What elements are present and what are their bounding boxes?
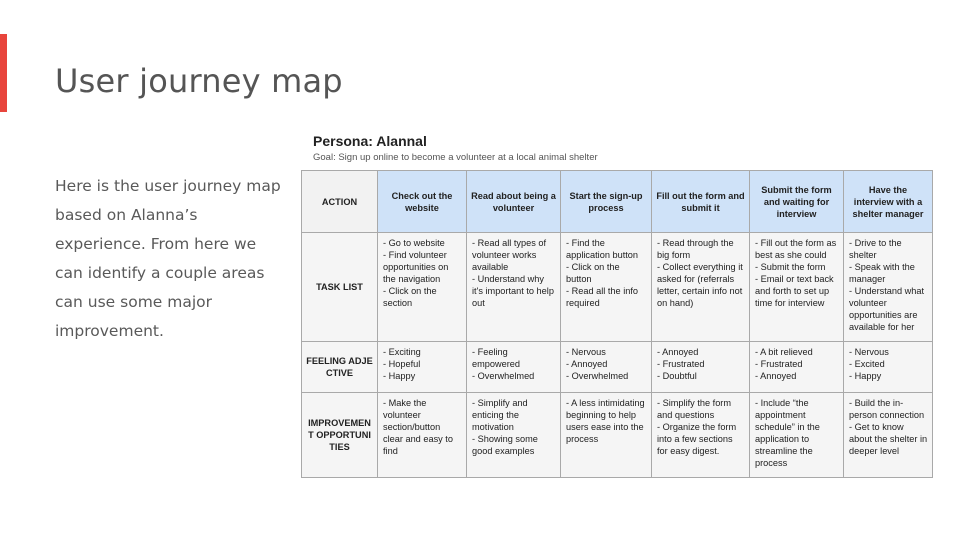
persona-title: Persona: Alannal	[313, 133, 427, 149]
table-cell: - Nervous - Excited - Happy	[844, 342, 933, 393]
table-cell: - Feeling empowered - Overwhelmed	[467, 342, 561, 393]
accent-bar	[0, 34, 7, 112]
column-header: Have the interview with a shelter manager	[844, 171, 933, 233]
table-cell: - Drive to the shelter - Speak with the manager - Understand what volunteer opportunities are available for her	[844, 233, 933, 342]
table-cell: - Go to website - Find volunteer opportunities on the navigation - Click on the section	[378, 233, 467, 342]
journey-map-table	[301, 170, 933, 478]
table-cell: - Find the application button - Click on the button - Read all the info required	[561, 233, 652, 342]
persona-goal: Goal: Sign up online to become a volunteer at a local animal shelter	[313, 152, 598, 163]
column-header: Submit the form and waiting for interview	[750, 171, 844, 233]
table-cell: - Make the volunteer section/button clear and easy to find	[378, 393, 467, 478]
row-header: FEELING ADJECTIVE	[302, 342, 378, 393]
table-cell: - Exciting - Hopeful - Happy	[378, 342, 467, 393]
table-cell: - A less intimidating beginning to help users ease into the process	[561, 393, 652, 478]
feeling-row	[302, 342, 933, 393]
table-cell: - Nervous - Annoyed - Overwhelmed	[561, 342, 652, 393]
table-cell: - Read through the big form - Collect everything it asked for (referrals letter, certain info not on hand)	[652, 233, 750, 342]
column-header: Start the sign-up process	[561, 171, 652, 233]
slide-body-text: Here is the user journey map based on Alanna’s experience. From here we can identify a couple areas can use some major improvement.	[55, 177, 281, 340]
column-header: Check out the website	[378, 171, 467, 233]
column-header: Fill out the form and submit it	[652, 171, 750, 233]
table-cell: - Build the in-person connection - Get to know about the shelter in deeper level	[844, 393, 933, 478]
table-cell: - Fill out the form as best as she could - Submit the form - Email or text back and forth to set up time for interview	[750, 233, 844, 342]
row-header: IMPROVEMENT OPPORTUNITIES	[302, 393, 378, 478]
row-header: TASK LIST	[302, 233, 378, 342]
improvement-row	[302, 393, 933, 478]
header-row	[302, 171, 933, 233]
table-cell: - Include “the appointment schedule” in the application to streamline the process	[750, 393, 844, 478]
table-cell: - Simplify the form and questions - Organize the form into a few sections for easy digest.	[652, 393, 750, 478]
table-cell: - Read all types of volunteer works available - Understand why it's important to help out	[467, 233, 561, 342]
table-cell: - A bit relieved - Frustrated - Annoyed	[750, 342, 844, 393]
table-cell: - Simplify and enticing the motivation - Showing some good examples	[467, 393, 561, 478]
task-list-row	[302, 233, 933, 342]
slide-title: User journey map	[55, 62, 343, 100]
table-cell: - Annoyed - Frustrated - Doubtful	[652, 342, 750, 393]
column-header: Read about being a volunteer	[467, 171, 561, 233]
action-header: ACTION	[302, 171, 378, 233]
